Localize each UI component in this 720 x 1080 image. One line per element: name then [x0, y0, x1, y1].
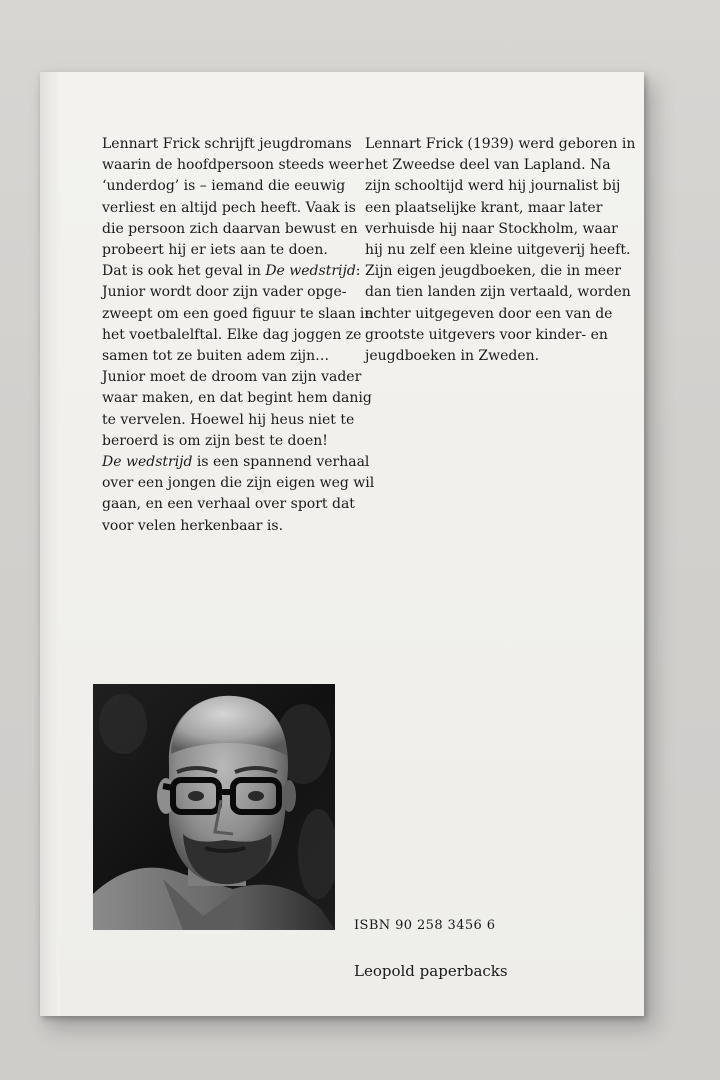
blurb-line: Lennart Frick schrijft jeugdromans [102, 136, 352, 152]
blurb-line: ‘underdog’ is – iemand die eeuwig [102, 178, 346, 195]
bio-line: het Zweedse deel van Lapland. Na [365, 157, 611, 174]
blurb-line: voor velen herkenbaar is. [102, 517, 284, 534]
blurb-line: waar maken, en dat begint hem danig [102, 390, 372, 407]
bio-line: verhuisde hij naar Stockholm, waar [365, 220, 618, 237]
book-title: De wedstrijd [265, 263, 356, 280]
blurb-line: probeert hij er iets aan te doen. [102, 242, 328, 259]
blurb-line: het voetbalelftal. Elke dag joggen ze [102, 326, 362, 343]
blurb-line: verliest en altijd pech heeft. Vaak is [102, 199, 356, 216]
blurb-line: die persoon zich daarvan bewust en [102, 220, 358, 237]
blurb-line: te vervelen. Hoewel hij heus niet te [102, 411, 355, 428]
blurb-line-text: Dat is ook het geval in [102, 263, 266, 280]
book-spine-edge [40, 72, 60, 1016]
blurb-line: gaan, en een verhaal over sport dat [102, 496, 355, 513]
blurb-line: samen tot ze buiten adem zijn… [102, 348, 330, 365]
bio-line: grootste uitgevers voor kinder- en [365, 326, 608, 343]
bio-line: een plaatselijke krant, maar later [365, 199, 603, 216]
bio-line: hij nu zelf een kleine uitgeverij heeft. [365, 242, 631, 259]
blurb-line: waarin de hoofdpersoon steeds weer [102, 157, 364, 174]
isbn-number: ISBN 90 258 3456 6 [354, 918, 496, 933]
author-portrait-image [93, 684, 335, 930]
bio-line: Zijn eigen jeugdboeken, die in meer [365, 263, 622, 280]
publisher-name: Leopold paperbacks [354, 962, 508, 980]
blurb-line: over een jongen die zijn eigen weg wil [102, 475, 375, 492]
blurb-line: Junior moet de droom van zijn vader [102, 369, 362, 386]
bio-line: jeugdboeken in Zweden. [365, 348, 540, 365]
book-back-cover [40, 72, 644, 1016]
book-title: De wedstrijd [102, 454, 193, 471]
blurb-line [102, 452, 374, 473]
bio-line: echter uitgegeven door een van de [365, 305, 613, 322]
bio-line: zijn schooltijd werd hij journalist bij [365, 178, 621, 195]
bio-line: Lennart Frick (1939) werd geboren in [365, 136, 636, 152]
blurb-line [102, 261, 374, 282]
blurb-line: zweept om een goed figuur te slaan in [102, 305, 374, 322]
author-bio-text [365, 134, 640, 367]
blurb-text [102, 134, 374, 537]
author-photo [93, 684, 335, 930]
blurb-line: Junior wordt door zijn vader opge- [102, 284, 347, 301]
blurb-line-text: is een spannend verhaal [192, 454, 370, 471]
blurb-line: beroerd is om zijn best te doen! [102, 432, 328, 449]
bio-line: dan tien landen zijn vertaald, worden [365, 284, 631, 301]
blurb-line-text: : [355, 263, 361, 280]
